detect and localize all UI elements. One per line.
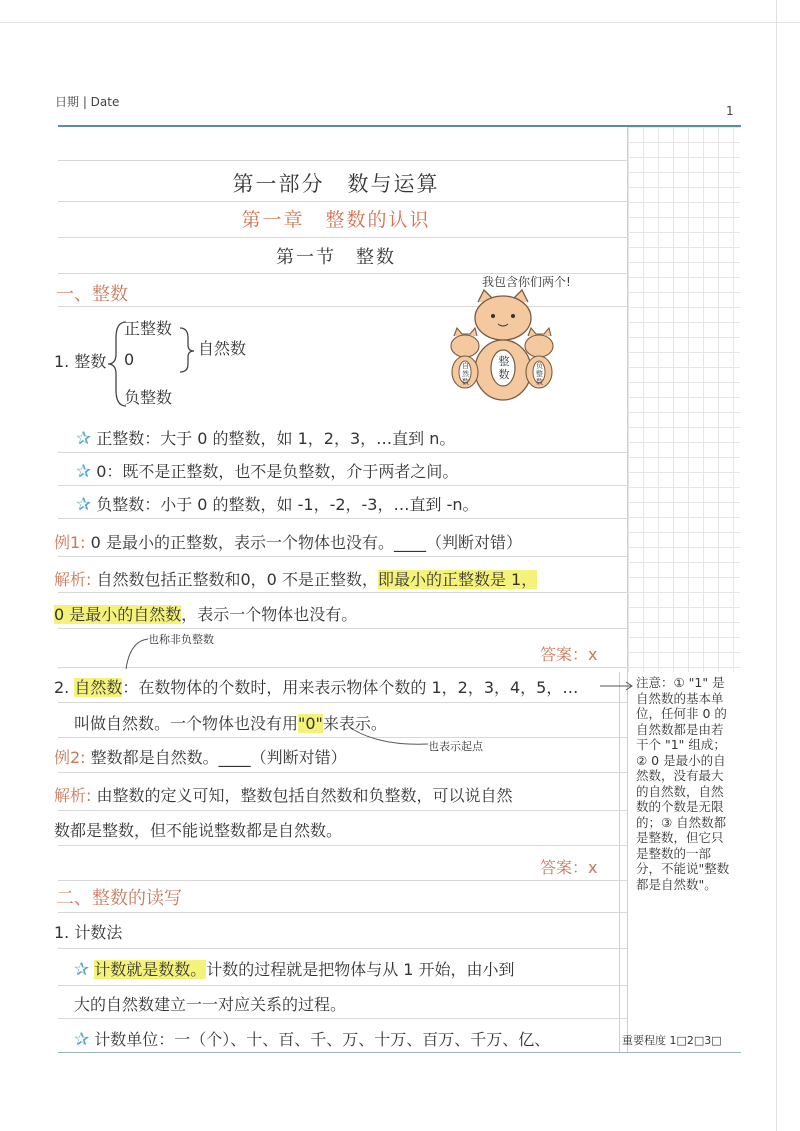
importance-rating: 重要程度 1□2□3□: [622, 1034, 722, 1047]
date-label: 日期 | Date: [55, 95, 120, 109]
answer1: 答案：x: [540, 645, 598, 664]
item1-label: 1. 整数: [54, 352, 107, 371]
natural-number-label: 自然数: [198, 339, 247, 358]
side-note-arrow: [598, 680, 634, 692]
star-pencil-icon: ✰: [76, 494, 92, 515]
cat-speech: 我包含你们两个!: [482, 275, 571, 289]
counting-units: ✰ 计数单位：一（个）、十、百、千、万、十万、百万、千万、亿、: [74, 1029, 551, 1050]
origin-arrow: [352, 728, 430, 750]
analysis2-line1: 解析: 由整数的定义可知，整数包括自然数和负整数，可以说自然: [54, 786, 513, 805]
bottom-rule: [58, 1052, 741, 1053]
note-nonnegative: 也称非负整数: [148, 633, 214, 646]
item2-line2: 叫做自然数。一个物体也没有用"0"来表示。: [74, 714, 387, 733]
top-edge: [0, 22, 800, 23]
cat-big-label: 整数: [498, 355, 510, 381]
part-title: 第一部分 数与运算: [232, 172, 440, 196]
note-line: [619, 672, 620, 1052]
cat-left-label: 自然数: [462, 362, 469, 386]
definition-zero: ✰ 0：既不是正整数，也不是负整数，介于两者之间。: [76, 461, 459, 482]
right-edge: [776, 0, 777, 1131]
analysis1-line1: 解析: 自然数包括正整数和0，0 不是正整数，即最小的正整数是 1，: [54, 570, 538, 589]
counting-method-label: 1. 计数法: [54, 923, 123, 942]
zero-label: 0: [124, 350, 135, 369]
chapter-title: 第一章 整数的认识: [241, 209, 431, 231]
cat-illustration: [440, 288, 560, 406]
side-note: 注意：① "1" 是自然数的基本单位，任何非 0 的自然数都是由若干个 "1" 组成；② 0 是最小的自然数，没有最大的自然数，自然数的个数是无限的；③ 自然数都是整数，但它只是整数的一部分，不能说"整数都是自然数"。: [636, 675, 730, 892]
section2-heading: 二、整数的读写: [56, 888, 182, 909]
negative-integer-label: 负整数: [124, 388, 173, 407]
definition-positive: ✰ 正整数：大于 0 的整数，如 1，2，3，…直到 n。: [76, 428, 456, 449]
cat-right-label: 负整数: [536, 362, 543, 386]
example2: 例2: 整数都是自然数。____（判断对错）: [54, 748, 347, 767]
star-pencil-icon: ✰: [76, 461, 92, 482]
counting-bullet1-line2: 大的自然数建立一一对应关系的过程。: [74, 995, 347, 1014]
section-title: 第一节 整数: [276, 247, 396, 268]
section1-heading: 一、整数: [56, 284, 128, 305]
page-number: 1: [726, 104, 734, 118]
answer2: 答案：x: [540, 858, 598, 877]
definition-negative: ✰ 负整数：小于 0 的整数，如 -1，-2，-3，…直到 -n。: [76, 494, 479, 515]
item2-line1: 2. 自然数：在数物体的个数时，用来表示物体个数的 1，2，3，4，5，…: [54, 678, 579, 697]
example1: 例1: 0 是最小的正整数，表示一个物体也没有。____（判断对错）: [54, 533, 522, 552]
note-origin: 也表示起点: [428, 740, 483, 753]
note-arrow: [120, 637, 150, 673]
analysis1-line2: 0 是最小的自然数，表示一个物体也没有。: [54, 605, 358, 624]
positive-integer-label: 正整数: [124, 319, 173, 338]
star-pencil-icon: ✰: [74, 959, 90, 980]
analysis2-line2: 数都是整数，但不能说整数都是自然数。: [54, 821, 343, 840]
star-pencil-icon: ✰: [74, 1029, 90, 1050]
star-pencil-icon: ✰: [76, 428, 92, 449]
counting-bullet1: ✰ 计数就是数数。计数的过程就是把物体与从 1 开始，由小到: [74, 959, 515, 980]
